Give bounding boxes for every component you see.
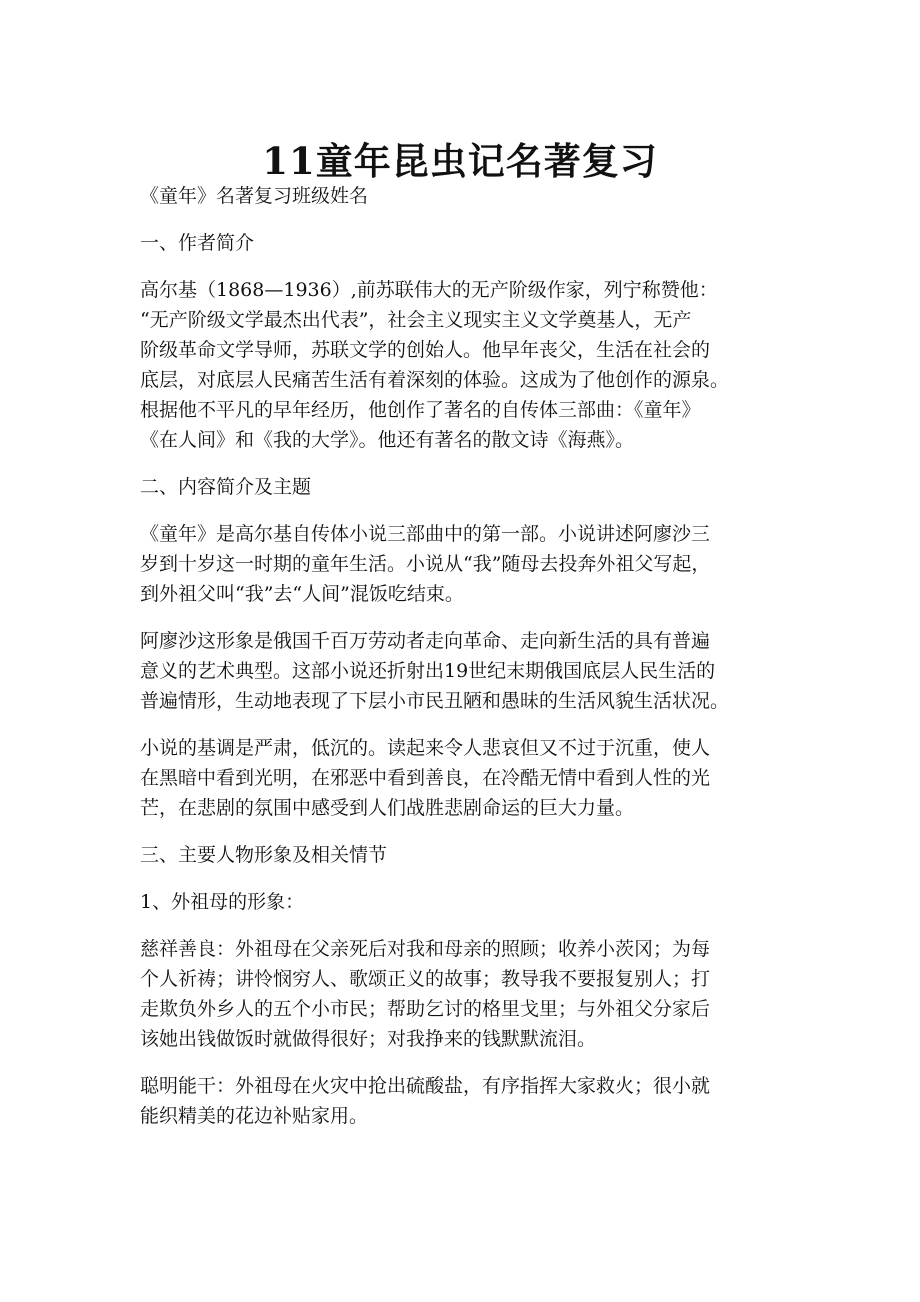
text-line: “无产阶级文学最杰出代表”，社会主义现实主义文学奠基人，无产 [140, 309, 692, 331]
text-line: 底层，对底层人民痛苦生活有着深刻的体验。这成为了他创作的源泉。 [140, 369, 730, 391]
text-line: 一、作者简介 [140, 232, 255, 254]
section-heading-author [140, 228, 800, 258]
text-line: 阿廖沙这形象是俄国千百万劳动者走向革命、走向新生活的具有普遍 [140, 630, 711, 652]
text-line: 个人祈祷；讲怜悯穷人、歌颂正义的故事；教导我不要报复别人；打 [140, 968, 711, 990]
document-title: 11童年昆虫记名著复习 [262, 138, 658, 183]
text-line: 阶级革命文学导师，苏联文学的创始人。他早年丧父，生活在社会的 [140, 339, 711, 361]
text-line: 走欺负外乡人的五个小市民；帮助乞讨的格里戈里；与外祖父分家后 [140, 998, 711, 1020]
text-line: 《在人间》和《我的大学》。他还有著名的散文诗《海燕》。 [140, 429, 635, 451]
text-line: 小说的基调是严肃，低沉的。读起来令人悲哀但又不过于沉重，使人 [140, 737, 711, 759]
document-body [140, 181, 800, 1148]
paragraph-author-bio [140, 275, 800, 455]
paragraph-summary [140, 519, 800, 609]
text-line: 慈祥善良：外祖母在父亲死后对我和母亲的照顾；收养小茨冈；为每 [140, 938, 711, 960]
subheading-grandmother [140, 887, 800, 917]
text-line: 该她出钱做饭时就做得很好；对我挣来的钱默默流泪。 [140, 1028, 597, 1050]
text-line: 在黑暗中看到光明，在邪恶中看到善良，在冷酷无情中看到人性的光 [140, 767, 711, 789]
text-line: 聪明能干：外祖母在火灾中抢出硫酸盐，有序指挥大家救火；很小就 [140, 1075, 711, 1097]
paragraph-theme [140, 626, 800, 716]
section-heading-summary [140, 472, 800, 502]
paragraph-grandmother-kind [140, 934, 800, 1054]
text-line: 《童年》是高尔基自传体小说三部曲中的第一部。小说讲述阿廖沙三 [140, 523, 711, 545]
text-line: 芒，在悲剧的氛围中感受到人们战胜悲剧命运的巨大力量。 [140, 797, 635, 819]
paragraph-class-info [140, 181, 800, 211]
section-heading-characters [140, 840, 800, 870]
text-line: 普遍情形，生动地表现了下层小市民丑陋和愚昧的生活风貌生活状况。 [140, 690, 730, 712]
text-line: 二、内容简介及主题 [140, 476, 312, 498]
text-line: 1、外祖母的形象： [140, 891, 305, 913]
text-line: 《童年》名著复习班级姓名 [140, 185, 369, 207]
text-line: 到外祖父叫“我”去“人间”混饭吃结束。 [140, 583, 464, 605]
text-line: 三、主要人物形象及相关情节 [140, 844, 388, 866]
text-line: 岁到十岁这一时期的童年生活。小说从“我”随母去投奔外祖父写起， [140, 553, 711, 575]
text-line: 根据他不平凡的早年经历，他创作了著名的自传体三部曲：《童年》 [140, 399, 701, 421]
paragraph-tone [140, 733, 800, 823]
text-line: 意义的艺术典型。这部小说还折射出19世纪末期俄国底层人民生活的 [140, 660, 716, 682]
paragraph-grandmother-capable [140, 1071, 800, 1131]
text-line: 能织精美的花边补贴家用。 [140, 1105, 369, 1127]
text-line: 高尔基（1868—1936）,前苏联伟大的无产阶级作家，列宁称赞他： [140, 279, 718, 301]
